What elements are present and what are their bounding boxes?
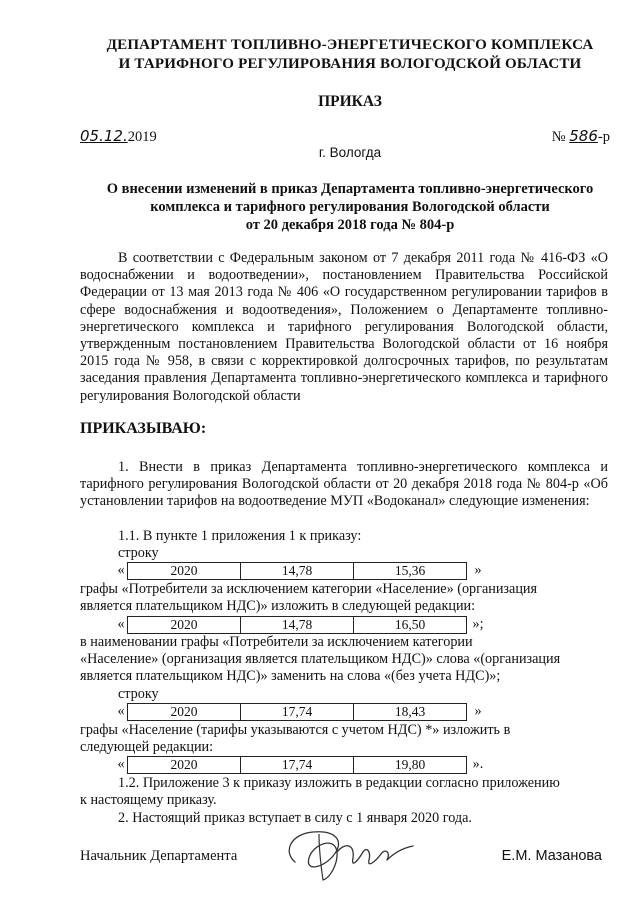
table-cell: 2020 — [127, 703, 241, 721]
table-cell: 17,74 — [240, 756, 354, 774]
order-number-prefix: № — [551, 129, 566, 145]
table-close-quote: » — [474, 703, 482, 719]
table-row — [115, 562, 484, 579]
order-number-suffix: -р — [597, 129, 610, 145]
order-number — [552, 127, 610, 146]
order-date — [80, 127, 157, 146]
column2-text-a: графы «Население (тарифы указываются с учетом НДС) *» изложить в — [80, 722, 511, 738]
order-date-handwritten: 05.12. — [80, 127, 128, 145]
order-subject-line1: О внесении изменений в приказ Департамента топливно-энергетического — [106, 181, 594, 197]
table-cell: 2020 — [127, 756, 241, 774]
table-cell: 2020 — [127, 562, 241, 580]
document-type: ПРИКАЗ — [318, 93, 382, 110]
table-row — [115, 756, 484, 773]
organization-title — [90, 36, 610, 74]
item-1-2-a: 1.2. Приложение 3 к приказу изложить в редакции согласно приложению — [118, 775, 560, 791]
signatory-name: Е.М. Мазанова — [501, 848, 602, 864]
table-cell: 14,78 — [240, 562, 354, 580]
table-row — [115, 703, 484, 720]
organization-title-line2: И ТАРИФНОГО РЕГУЛИРОВАНИЯ ВОЛОГОДСКОЙ ОБЛАСТИ — [118, 56, 582, 72]
table-cell: 17,74 — [240, 703, 354, 721]
prikazyvayu-heading: ПРИКАЗЫВАЮ: — [80, 420, 207, 437]
table-cell: 16,50 — [353, 616, 467, 634]
preamble-paragraph: В соответствии с Федеральным законом от 7 декабря 2011 года № 416-ФЗ «О водоснабжении и водоотведении», постановлением Правительства Российской Федерации от 13 мая 2013 года № 406 «О государственном регулировании тарифов в сфере водоснабжения и водоотведения», Положением о Департаменте топливно-энергетического комплекса и тарифного регулирования Вологодской области, утвержденным постановлением Правительства Вологодской области от 16 ноября 2015 года № 958, в связи с корректировкой долгосрочных тарифов, по результатам заседания правления Департамента топливно-энергетического комплекса и тарифного регулирования Вологодской области — [80, 250, 608, 404]
rename-text-a: в наименовании графы «Потребители за исключением категории — [80, 634, 473, 650]
table-cell: 19,80 — [353, 756, 467, 774]
table-open-quote: « — [117, 756, 125, 772]
table-cell: 14,78 — [240, 616, 354, 634]
table-cell: 2020 — [127, 616, 241, 634]
order-subject — [90, 180, 610, 234]
stroku-label: строку — [118, 545, 159, 561]
item-1-1: 1.1. В пункте 1 приложения 1 к приказу: — [118, 528, 362, 544]
order-number-handwritten: 586 — [569, 127, 598, 145]
table-open-quote: « — [117, 616, 125, 632]
organization-title-line1: ДЕПАРТАМЕНТ ТОПЛИВНО-ЭНЕРГЕТИЧЕСКОГО КОМПЛЕКСА — [106, 37, 594, 53]
table-open-quote: « — [117, 703, 125, 719]
item-2: 2. Настоящий приказ вступает в силу с 1 января 2020 года. — [118, 810, 472, 826]
order-date-year: 2019 — [127, 129, 157, 145]
order-subject-line3: от 20 декабря 2018 года № 804-р — [245, 217, 455, 233]
table-close-quote: ». — [472, 756, 484, 772]
item-1-2-b: к настоящему приказу. — [80, 792, 217, 808]
table-cell: 15,36 — [353, 562, 467, 580]
table-close-quote: »; — [472, 616, 484, 632]
table-close-quote: » — [474, 562, 482, 578]
table-cell: 18,43 — [353, 703, 467, 721]
table-row — [115, 616, 484, 633]
rename-text-b: «Население» (организация является плательщиком НДС)» слова «(организация — [80, 651, 561, 667]
city: г. Вологда — [318, 145, 382, 160]
column1-text-b: является плательщиком НДС)» изложить в следующей редакции: — [80, 598, 476, 614]
handwritten-signature-icon — [275, 822, 425, 884]
order-subject-line2: комплекса и тарифного регулирования Вологодской области — [150, 199, 550, 215]
signatory-position: Начальник Департамента — [80, 848, 238, 864]
column1-text-a: графы «Потребители за исключением категории «Население» (организация — [80, 581, 538, 597]
item-1-paragraph: 1. Внести в приказ Департамента топливно-энергетического комплекса и тарифного регулирования Вологодской области от 20 декабря 2018 года № 804-р «Об установлении тарифов на водоотведение МУП «Водоканал» следующие изменения: — [80, 459, 608, 510]
table-open-quote: « — [117, 562, 125, 578]
stroku-label: строку — [118, 686, 159, 702]
column2-text-b: следующей редакции: — [80, 739, 214, 755]
rename-text-c: является плательщиком НДС)» заменить на слова «(без учета НДС)»; — [80, 668, 501, 684]
